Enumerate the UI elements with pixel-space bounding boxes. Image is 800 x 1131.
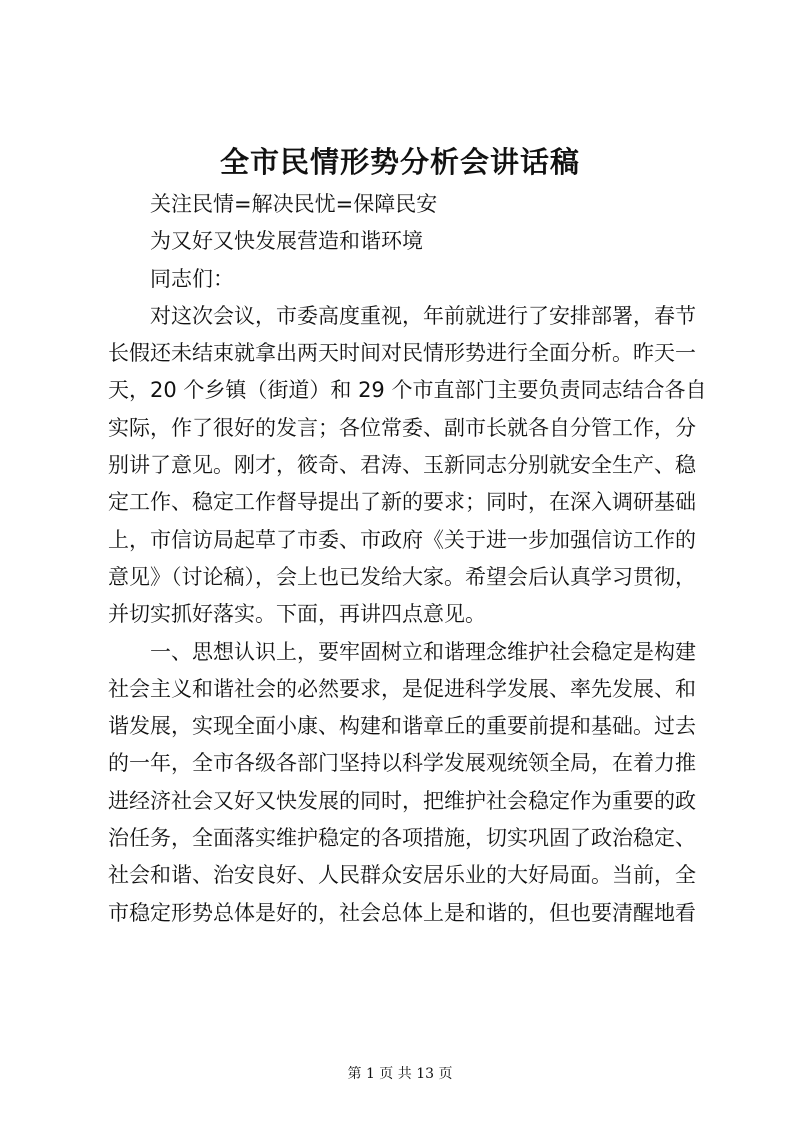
paragraph-1-line-4: 实际，作了很好的发言；各位常委、副市长就各自分管工作，分 <box>108 415 696 440</box>
paragraph-2-line-2: 社会主义和谐社会的必然要求，是促进科学发展、率先发展、和 <box>108 676 696 701</box>
paragraph-1-line-6: 定工作、稳定工作督导提出了新的要求；同时，在深入调研基础 <box>108 490 696 515</box>
document-title: 全市民情形势分析会讲话稿 <box>219 145 580 179</box>
paragraph-2-line-6: 治任务，全面落实维护稳定的各项措施，切实巩固了政治稳定、 <box>108 826 696 851</box>
paragraph-2-line-1: 一、思想认识上，要牢固树立和谐理念维护社会稳定是构建 <box>150 639 696 664</box>
paragraph-1-line-7: 上，市信访局起草了市委、市政府《关于进一步加强信访工作的 <box>108 527 696 552</box>
salutation: 同志们： <box>150 266 234 291</box>
paragraph-2-line-8: 市稳定形势总体是好的，社会总体上是和谐的，但也要清醒地看 <box>108 900 696 925</box>
paragraph-1-line-9: 并切实抓好落实。下面，再讲四点意见。 <box>108 602 486 627</box>
paragraph-1-line-5: 别讲了意见。刚才，筱奇、君涛、玉新同志分别就安全生产、稳 <box>108 453 696 478</box>
paragraph-2-line-4: 的一年，全市各级各部门坚持以科学发展观统领全局，在着力推 <box>108 751 696 776</box>
paragraph-1-line-1: 对这次会议，市委高度重视，年前就进行了安排部署，春节 <box>150 303 696 328</box>
paragraph-1-line-2: 长假还未结束就拿出两天时间对民情形势进行全面分析。昨天一 <box>108 341 696 366</box>
paragraph-2-line-7: 社会和谐、治安良好、人民群众安居乐业的大好局面。当前，全 <box>108 863 696 888</box>
page-number: 第 1 页 共 13 页 <box>347 1066 453 1082</box>
paragraph-1-line-3: 天，20 个乡镇（街道）和 29 个市直部门主要负责同志结合各自 <box>108 378 707 403</box>
paragraph-1-line-8: 意见》（讨论稿），会上也已发给大家。希望会后认真学习贯彻， <box>108 564 696 589</box>
paragraph-2-line-3: 谐发展，实现全面小康、构建和谐章丘的重要前提和基础。过去 <box>108 714 696 739</box>
subtitle-line-2: 为又好又快发展营造和谐环境 <box>150 229 423 254</box>
paragraph-2-line-5: 进经济社会又好又快发展的同时，把维护社会稳定作为重要的政 <box>108 788 696 813</box>
subtitle-line-1: 关注民情=解决民忧=保障民安 <box>150 192 438 216</box>
document-body <box>108 186 708 932</box>
